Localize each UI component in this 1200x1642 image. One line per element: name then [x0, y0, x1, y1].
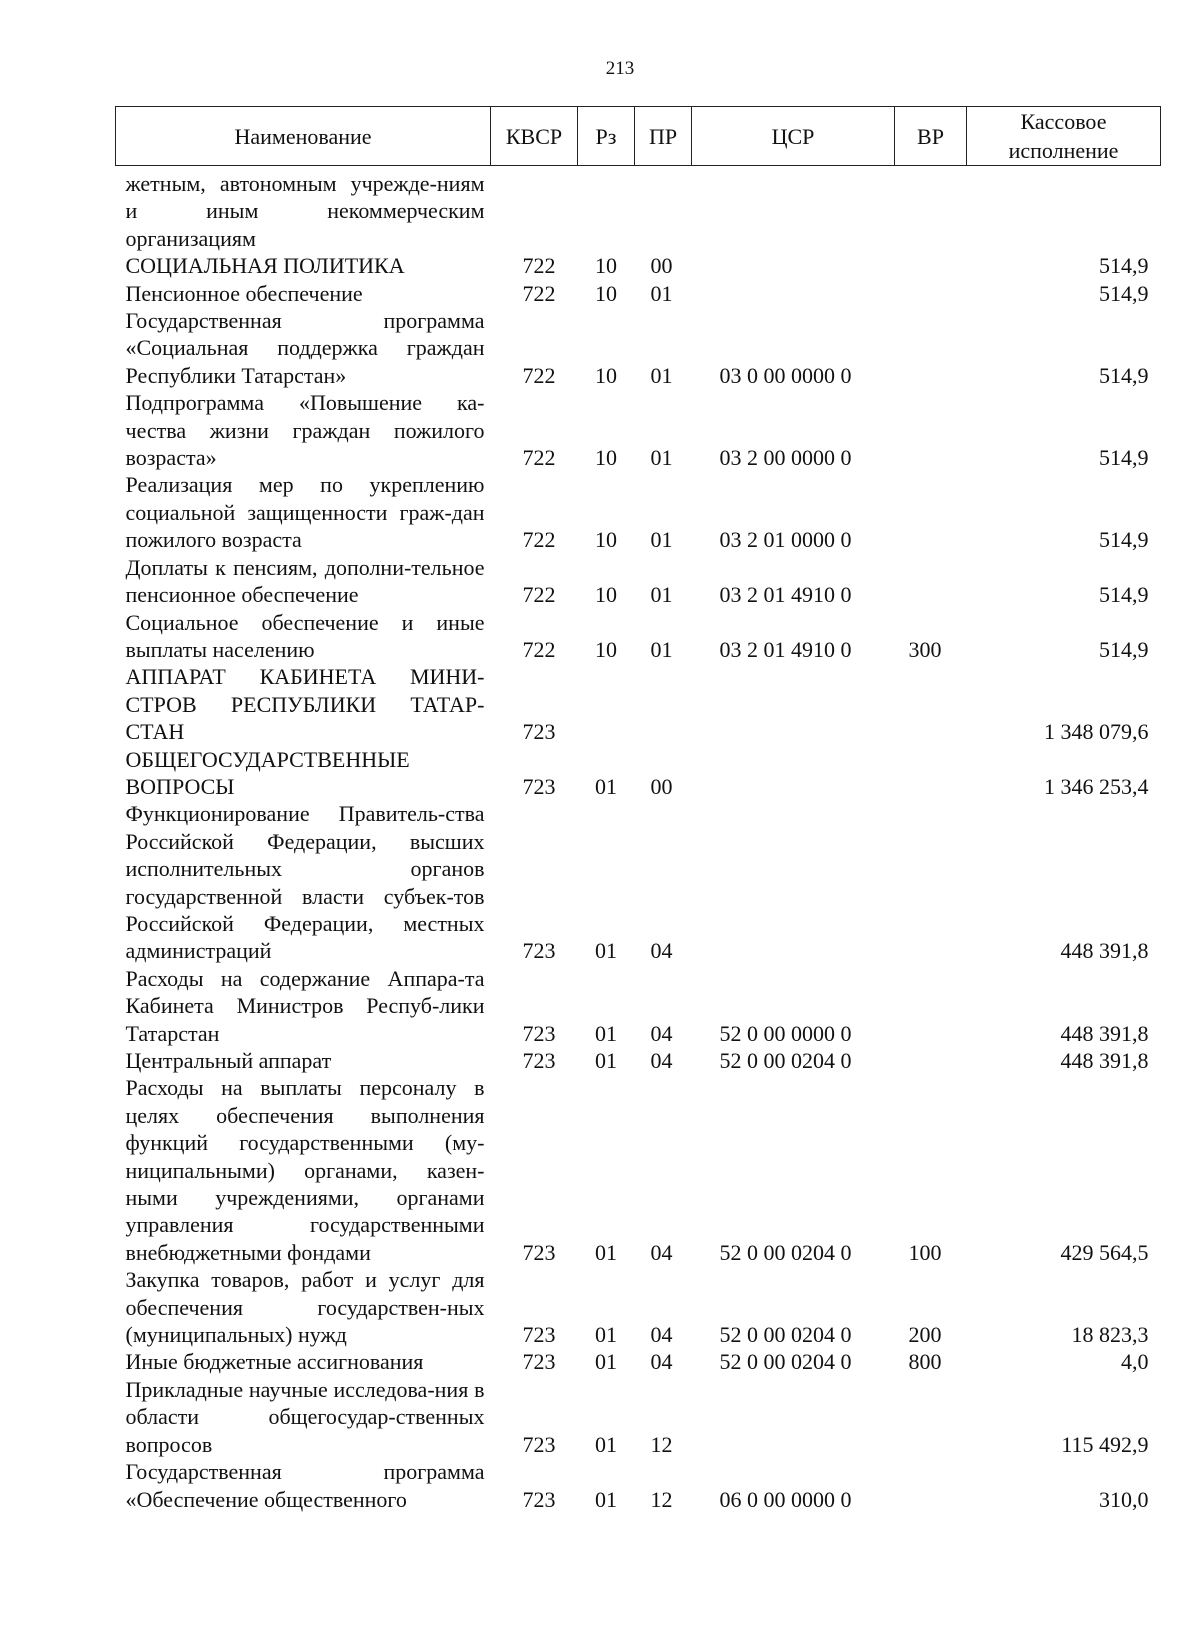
row-rz: 01 [595, 938, 617, 964]
row-vr [895, 965, 967, 1047]
row-csr: 03 2 01 4910 0 [719, 582, 852, 608]
row-pr [635, 166, 692, 253]
row-rz: 10 [595, 253, 617, 279]
row-kvsr: 722 [522, 253, 556, 279]
row-csr: 06 0 00 0000 0 [719, 1486, 852, 1512]
row-sum: 514,9 [1099, 280, 1149, 306]
row-kvsr: 723 [522, 1048, 556, 1073]
row-kvsr: 722 [522, 527, 556, 553]
row-kvsr: 723 [522, 773, 556, 799]
row-csr: 03 2 01 4910 0 [719, 636, 852, 662]
row-sum: 448 391,8 [1060, 938, 1149, 964]
row-rz: 01 [595, 1431, 617, 1457]
header-pr: ПР [635, 107, 692, 166]
header-vr: ВР [895, 107, 967, 166]
row-csr [692, 746, 895, 801]
row-pr: 04 [650, 1239, 673, 1265]
row-sum: 514,9 [1099, 253, 1149, 279]
row-sum: 1 348 079,6 [1044, 719, 1149, 745]
row-sum: 429 564,5 [1060, 1239, 1149, 1265]
row-pr: 01 [650, 527, 673, 553]
row-kvsr: 722 [522, 582, 556, 608]
row-name: Расходы на содержание Аппара-та Кабинета Министров Респуб-лики Татарстан [125, 965, 485, 1046]
row-name: Функционирование Правитель-ства Российской Федерации, высших исполнительных органов государственной власти субъек-тов Российской Федерации, местных администраций [125, 801, 485, 964]
row-rz: 01 [595, 1322, 617, 1348]
row-kvsr: 723 [522, 719, 556, 745]
row-name: жетным, автономным учрежде-ниям и иным некоммерческим организациям [125, 171, 485, 251]
table-row [116, 307, 1161, 389]
row-vr [895, 1458, 967, 1513]
row-pr [635, 663, 692, 745]
row-sum: 514,9 [1099, 582, 1149, 608]
row-pr: 04 [650, 1322, 673, 1348]
row-csr [692, 800, 895, 964]
row-rz: 10 [595, 362, 617, 388]
row-name: Государственная программа «Обеспечение общественного [125, 1459, 485, 1512]
row-csr: 52 0 00 0000 0 [719, 1020, 852, 1046]
row-csr [692, 663, 895, 745]
row-name: Закупка товаров, работ и услуг для обеспечения государствен-ных (муниципальных) нужд [125, 1267, 485, 1348]
row-csr: 52 0 00 0204 0 [719, 1239, 852, 1265]
row-name: Государственная программа «Социальная поддержка граждан Республики Татарстан» [125, 308, 485, 388]
row-csr: 03 0 00 0000 0 [719, 362, 852, 388]
row-csr: 52 0 00 0204 0 [719, 1349, 852, 1375]
row-vr [895, 663, 967, 745]
row-kvsr: 723 [522, 1239, 556, 1265]
row-kvsr: 722 [522, 280, 556, 306]
row-sum: 448 391,8 [1060, 1020, 1149, 1046]
table-header [116, 107, 1161, 166]
row-sum: 514,9 [1099, 362, 1149, 388]
row-csr [692, 280, 895, 307]
row-pr: 04 [650, 1048, 673, 1073]
page-number: 213 [605, 58, 635, 79]
budget-table [115, 106, 1161, 1513]
row-kvsr: 722 [522, 445, 556, 471]
row-pr: 04 [650, 1349, 673, 1375]
row-pr: 00 [650, 773, 673, 799]
row-kvsr: 723 [522, 1322, 556, 1348]
row-vr [895, 307, 967, 389]
row-name: АППАРАТ КАБИНЕТА МИНИ-СТРОВ РЕСПУБЛИКИ ТАТАР-СТАН [125, 664, 485, 745]
row-vr [895, 389, 967, 471]
row-rz: 01 [595, 773, 617, 799]
row-name: Прикладные научные исследова-ния в области общегосудар-ственных вопросов [125, 1376, 485, 1457]
table-row [116, 1376, 1161, 1458]
row-kvsr: 723 [522, 1486, 556, 1512]
table-row [116, 471, 1161, 553]
row-rz [578, 166, 635, 253]
row-pr: 12 [650, 1486, 673, 1512]
row-kvsr: 722 [522, 362, 556, 388]
header-name: Наименование [116, 107, 491, 166]
table-row [116, 389, 1161, 471]
row-rz: 01 [595, 1239, 617, 1265]
row-sum: 115 492,9 [1061, 1431, 1149, 1457]
row-rz [578, 663, 635, 745]
row-sum: 514,9 [1099, 636, 1149, 662]
table-row [116, 609, 1161, 664]
row-sum: 310,0 [1099, 1486, 1149, 1512]
row-name: Пенсионное обеспечение [125, 280, 363, 306]
row-csr [692, 1376, 895, 1458]
row-vr [895, 1047, 967, 1074]
row-rz: 10 [595, 445, 617, 471]
row-rz: 01 [595, 1048, 617, 1073]
row-vr: 200 [908, 1322, 942, 1348]
row-pr: 01 [650, 636, 673, 662]
table-row [116, 1266, 1161, 1348]
row-pr: 01 [650, 280, 673, 306]
row-rz: 10 [595, 527, 617, 553]
row-vr [895, 800, 967, 964]
row-name: Расходы на выплаты персоналу в целях обеспечения выполнения функций государственными (му-ниципальными) органами, казен-ными учреждениями, органами управления государственными внебюджетными фондами [125, 1075, 485, 1265]
row-pr: 04 [650, 938, 673, 964]
row-vr: 800 [908, 1349, 942, 1375]
row-sum: 514,9 [1099, 527, 1149, 553]
row-rz: 01 [595, 1349, 617, 1375]
row-name: ОБЩЕГОСУДАРСТВЕННЫЕ ВОПРОСЫ [125, 746, 410, 799]
row-rz: 10 [595, 280, 617, 306]
table-row [116, 1074, 1161, 1266]
row-vr [895, 746, 967, 801]
table-row [116, 663, 1161, 745]
row-sum [967, 166, 1161, 253]
table-row [116, 800, 1161, 964]
row-vr [895, 1376, 967, 1458]
row-sum: 1 346 253,4 [1044, 773, 1149, 799]
row-csr [692, 252, 895, 279]
table-row [116, 965, 1161, 1047]
row-rz: 10 [595, 636, 617, 662]
row-name: Центральный аппарат [125, 1048, 332, 1073]
row-kvsr: 722 [522, 636, 556, 662]
row-csr: 52 0 00 0204 0 [719, 1322, 852, 1348]
table-body [116, 166, 1161, 1513]
row-name: Доплаты к пенсиям, дополни-тельное пенсионное обеспечение [125, 554, 485, 608]
row-kvsr [491, 166, 578, 253]
table-row [116, 554, 1161, 609]
row-sum: 18 823,3 [1071, 1322, 1149, 1348]
row-sum: 4,0 [1121, 1349, 1149, 1375]
table-row [116, 1047, 1161, 1074]
row-csr: 03 2 00 0000 0 [719, 445, 852, 471]
row-csr [692, 166, 895, 253]
row-sum: 514,9 [1099, 445, 1149, 471]
table-row [116, 252, 1161, 279]
table-row [116, 746, 1161, 801]
table-row [116, 166, 1161, 253]
row-kvsr: 723 [522, 1431, 556, 1457]
table-row [116, 1458, 1161, 1513]
row-kvsr: 723 [522, 1020, 556, 1046]
row-sum: 448 391,8 [1060, 1048, 1149, 1073]
row-kvsr: 723 [522, 938, 556, 964]
row-pr: 12 [650, 1431, 673, 1457]
row-pr: 00 [650, 253, 673, 279]
row-name: Подпрограмма «Повышение ка-чества жизни граждан пожилого возраста» [125, 390, 485, 471]
header-kvsr: КВСР [491, 107, 578, 166]
row-csr: 03 2 01 0000 0 [719, 527, 852, 553]
row-name: Социальное обеспечение и иные выплаты населению [125, 609, 485, 662]
row-rz: 01 [595, 1020, 617, 1046]
row-pr: 01 [650, 582, 673, 608]
table-row [116, 280, 1161, 307]
table-row [116, 1348, 1161, 1375]
header-csr: ЦСР [692, 107, 895, 166]
row-vr [895, 554, 967, 609]
row-vr: 300 [908, 636, 942, 662]
row-name: Иные бюджетные ассигнования [125, 1349, 424, 1375]
row-pr: 01 [650, 362, 673, 388]
row-name: СОЦИАЛЬНАЯ ПОЛИТИКА [125, 253, 405, 279]
row-kvsr: 723 [522, 1349, 556, 1375]
row-vr [895, 252, 967, 279]
row-pr: 01 [650, 445, 673, 471]
row-rz: 01 [595, 1486, 617, 1512]
row-rz: 10 [595, 582, 617, 608]
header-sum: Кассовое исполнение [967, 107, 1161, 166]
row-csr: 52 0 00 0204 0 [719, 1048, 852, 1073]
row-vr [895, 166, 967, 253]
row-name: Реализация мер по укреплению социальной защищенности граж-дан пожилого возраста [125, 472, 485, 553]
row-vr: 100 [908, 1239, 942, 1265]
row-vr [895, 280, 967, 307]
header-rz: Рз [578, 107, 635, 166]
row-vr [895, 471, 967, 553]
row-pr: 04 [650, 1020, 673, 1046]
